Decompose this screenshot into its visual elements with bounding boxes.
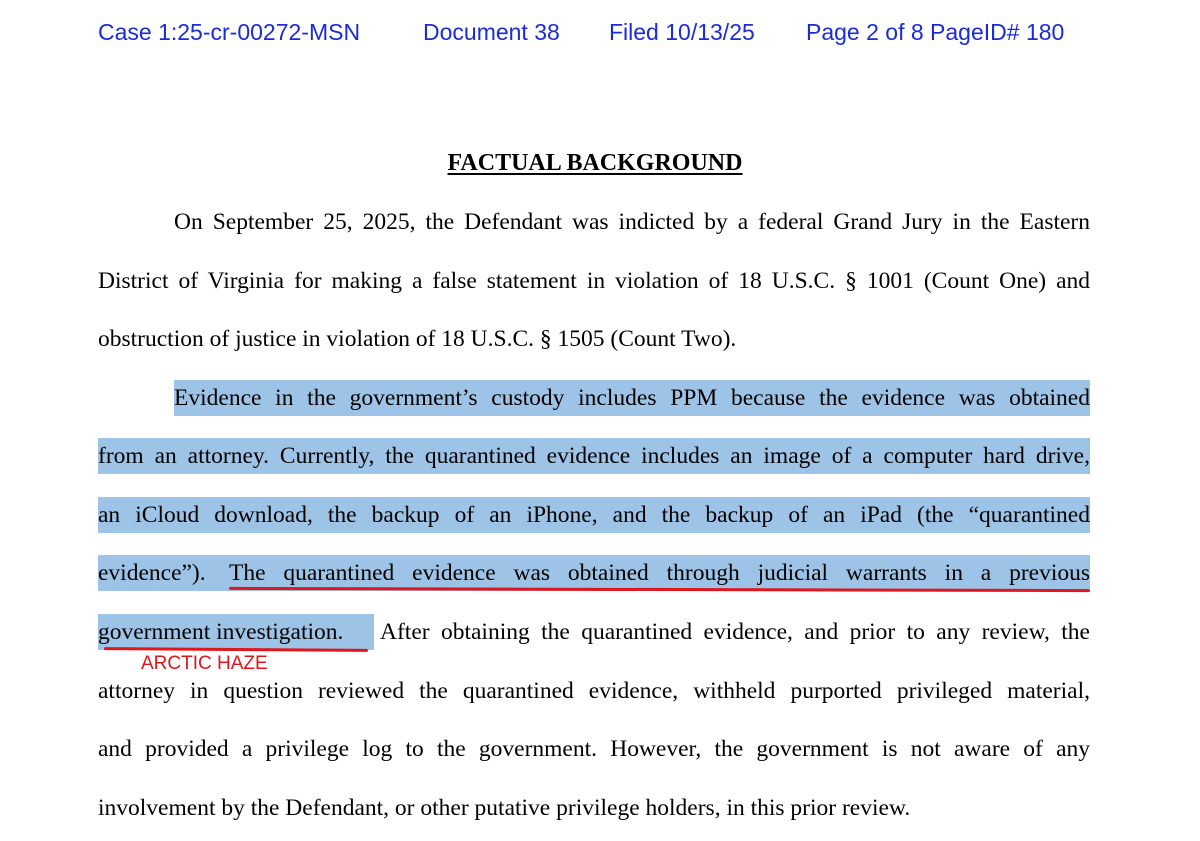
paragraph1-line2: District of Virginia for making a false statement in violation of 18 U.S.C. § 1001 (Count One) and (98, 268, 1090, 294)
paragraph2-line5 (98, 614, 1090, 650)
filed-date: Filed 10/13/25 (609, 19, 755, 45)
paragraph2-line3: an iCloud download, the backup of an iPhone, and the backup of an iPad (the “quarantined (98, 497, 1090, 533)
page-id: Page 2 of 8 PageID# 180 (806, 19, 1065, 45)
paragraph2-line1: Evidence in the government’s custody includes PPM because the evidence was obtained (174, 380, 1090, 416)
red-annotation: ARCTIC HAZE (141, 653, 268, 674)
paragraph2-line4-a: evidence”). (98, 560, 206, 586)
section-title-text: FACTUAL BACKGROUND (447, 150, 743, 176)
case-number: Case 1:25-cr-00272-MSN (98, 19, 361, 45)
paragraph2-line2: from an attorney. Currently, the quarantined evidence includes an image of a computer hard drive, (98, 438, 1090, 474)
court-header (0, 19, 1200, 53)
paragraph2-line7: and provided a privilege log to the government. However, the government is not aware of any (98, 736, 1090, 762)
section-title (0, 150, 1190, 177)
paragraph2-line4-b: The quarantined evidence was obtained through judicial warrants in a previous (229, 560, 1090, 586)
paragraph1-line1: On September 25, 2025, the Defendant was indicted by a federal Grand Jury in the Eastern (174, 209, 1090, 235)
paragraph2-line5-b: After obtaining the quarantined evidence, and prior to any review, the (380, 619, 1090, 645)
paragraph2-line5-a: government investigation. (98, 614, 374, 650)
red-underline-mark (104, 647, 368, 652)
paragraph2-line8: involvement by the Defendant, or other putative privilege holders, in this prior review. (98, 795, 911, 821)
paragraph2-line6: attorney in question reviewed the quarantined evidence, withheld purported privileged material, (98, 678, 1090, 704)
paragraph1-line3: obstruction of justice in violation of 18 U.S.C. § 1505 (Count Two). (98, 326, 737, 352)
paragraph2-line4 (98, 555, 1090, 591)
document-number: Document 38 (423, 19, 560, 45)
